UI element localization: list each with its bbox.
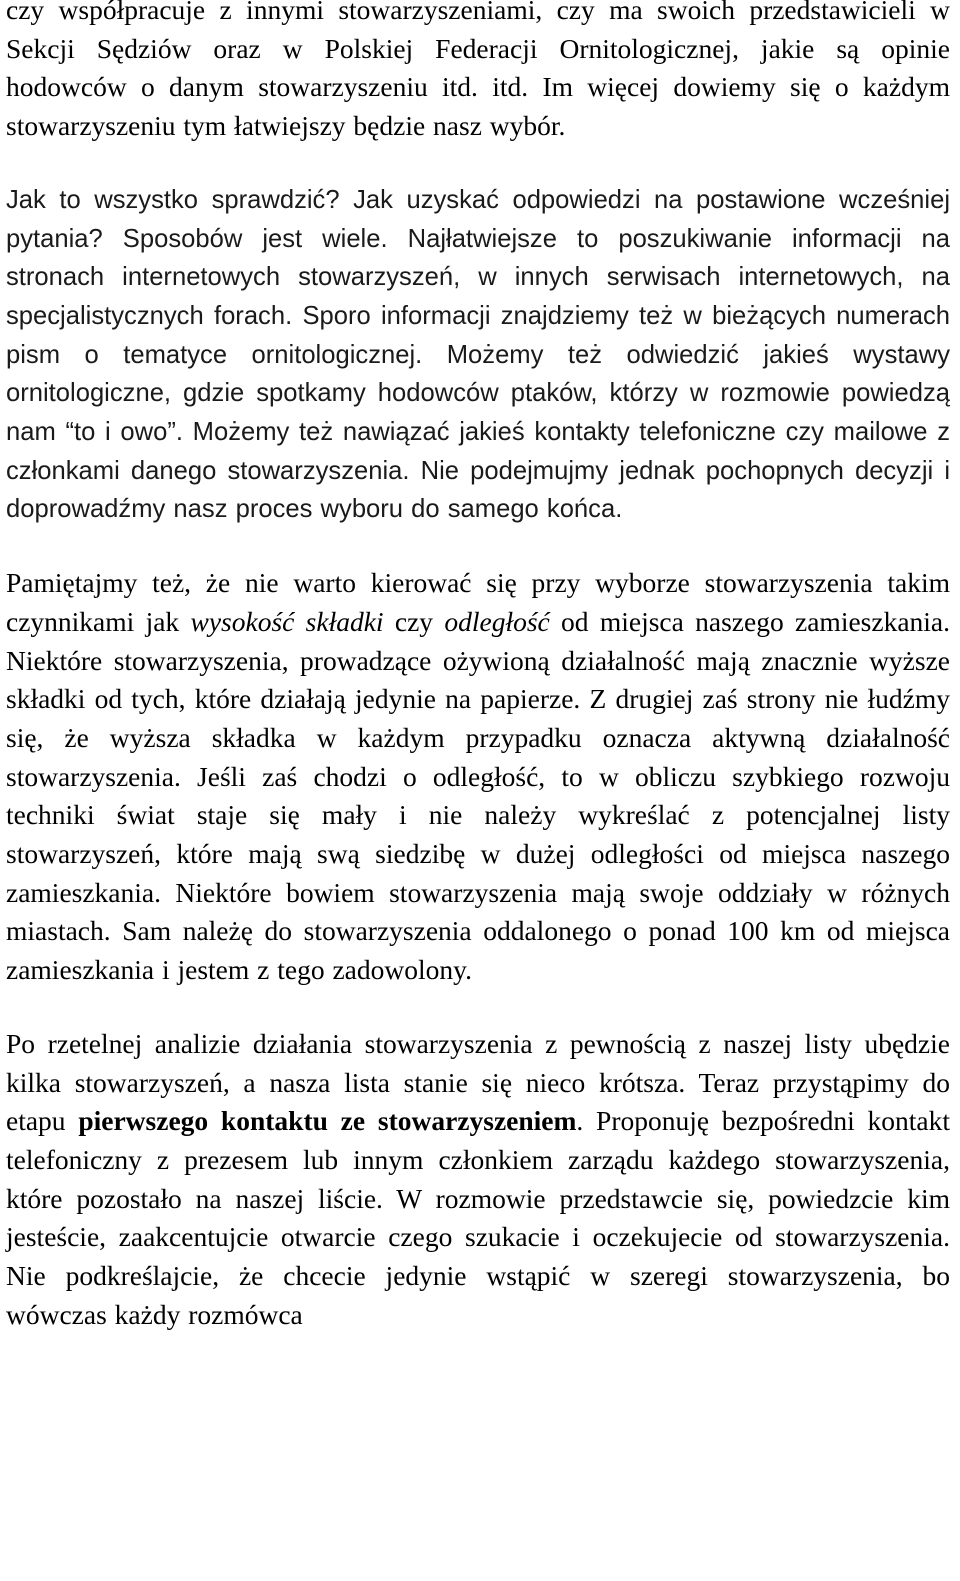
paragraph-4 — [6, 1025, 950, 1335]
paragraph-3-italic-fee: wysokość składki — [190, 605, 384, 637]
paragraph-3-text-b: czy — [383, 605, 445, 637]
paragraph-3-italic-distance: odległość — [444, 605, 550, 637]
paragraph-2: Jak to wszystko sprawdzić? Jak uzyskać odpowiedzi na postawione wcześniej pytania? Sposobów jest wiele. Najłatwiejsze to poszukiwanie informacji na stronach internetowych stowarzyszeń, w innych serwisach internetowych, na specjalistycznych forach. Sporo informacji znajdziemy też w bieżących numerach pism o tematyce ornitologicznej. Możemy też odwiedzić jakieś wystawy ornitologiczne, gdzie spotkamy hodowców ptaków, którzy w rozmowie powiedzą nam “to i owo”. Możemy też nawiązać jakieś kontakty telefoniczne czy mailowe z członkami danego stowarzyszenia. Nie podejmujmy jednak pochopnych decyzji i doprowadźmy nasz proces wyboru do samego końca. — [6, 185, 950, 524]
paragraph-3-text-c: od miejsca naszego zamieszkania. Niektóre stowarzyszenia, prowadzące ożywioną działalność mają znacznie wyższe składki od tych, które działają jedynie na papierze. Z drugiej zaś strony nie łudźmy się, że wyższa składka w każdym przypadku oznacza aktywną działalność stowarzyszenia. Jeśli zaś chodzi o odległość, to w obliczu szybkiego rozwoju techniki świat staje się mały i nie należy wykreślać z potencjalnej listy stowarzyszeń, które mają swą siedzibę w dużej odległości od miejsca naszego zamieszkania. Niektóre bowiem stowarzyszenia mają swoje oddziały w różnych miastach. Sam należę do stowarzyszenia oddalonego o ponad 100 km od miejsca zamieszkania i jestem z tego zadowolony. — [6, 605, 951, 986]
document-page — [6, 0, 950, 1335]
paragraph-4-text-a: Po rzetelnej analizie działania stowarzyszenia z pewnością z naszej listy ubędzie kilka stowarzyszeń, a nasza lista stanie się nieco krótsza. Teraz przystąpimy do etapu — [6, 1027, 950, 1137]
paragraph-spacer — [6, 529, 950, 564]
paragraph-spacer — [6, 990, 950, 1025]
paragraph-4-text-b: . Proponuję bezpośredni kontakt telefoniczny z prezesem lub innym członkiem zarządu każdego stowarzyszenia, które pozostało na naszej liście. W rozmowie przedstawcie się, powiedzcie kim jesteście, zaakcentujcie otwarcie czego szukacie i oczekujecie od stowarzyszenia. Nie podkreślajcie, że chcecie jedynie wstąpić w szeregi stowarzyszenia, bo wówczas każdy rozmówca — [6, 1105, 950, 1330]
paragraph-3 — [6, 564, 950, 990]
paragraph-3-text-a: Pamiętajmy też, że nie warto kierować się przy wyborze stowarzyszenia takim czynnikami jak — [6, 567, 950, 637]
paragraph-4-bold-first-contact: pierwszego kontaktu ze stowarzyszeniem — [78, 1105, 577, 1137]
paragraph-spacer — [6, 146, 950, 181]
paragraph-1: czy współpracuje z innymi stowarzyszeniami, czy ma swoich przedstawicieli w Sekcji Sędziów oraz w Polskiej Federacji Ornitologicznej, jakie są opinie hodowców o danym stowarzyszeniu itd. itd. Im więcej dowiemy się o każdym stowarzyszeniu tym łatwiejszy będzie nasz wybór. — [6, 0, 950, 142]
